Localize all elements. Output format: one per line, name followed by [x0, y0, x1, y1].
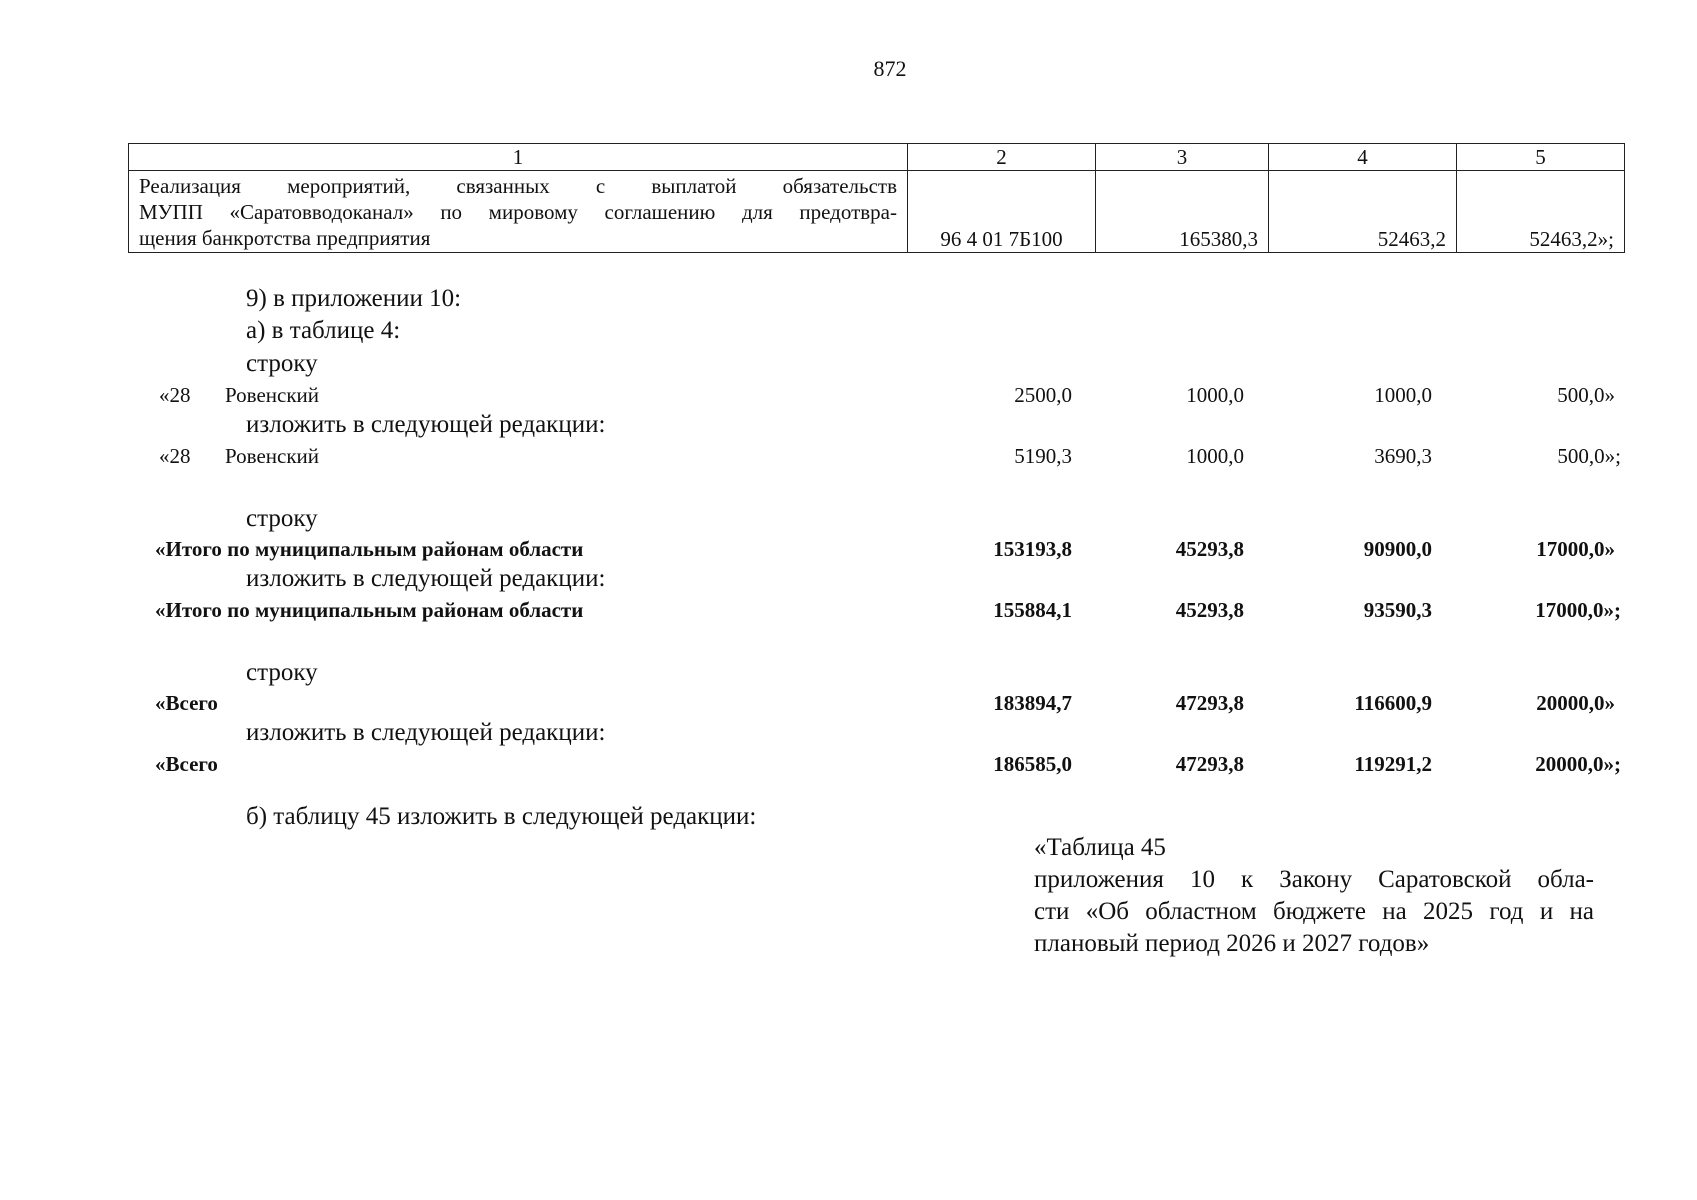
value-2: 1000,0	[1186, 444, 1244, 468]
row-vsego-old	[155, 689, 1615, 717]
table-caption	[1034, 832, 1594, 960]
value-4: 500,0»	[1557, 383, 1615, 407]
value-1: 5190,3	[1014, 444, 1072, 468]
value-1: 186585,0	[993, 752, 1072, 776]
item-b-text: б) таблицу 45 изложить в следующей редакции:	[246, 803, 757, 830]
izlozhit-label: изложить в следующей редакции:	[246, 565, 606, 592]
value-3: 116600,9	[1354, 691, 1432, 715]
izlozhit-label: изложить в следующей редакции:	[246, 719, 606, 746]
value-1: 183894,7	[993, 691, 1072, 715]
value-2: 1000,0	[1186, 383, 1244, 407]
value-1: 153193,8	[993, 537, 1072, 561]
header-col-1: 1	[129, 144, 908, 171]
value-4: 20000,0»	[1536, 691, 1615, 715]
row-label: «Итого по муниципальным районам области	[155, 537, 584, 561]
value-3: 1000,0	[1374, 383, 1432, 407]
row-label: «Итого по муниципальным районам области	[155, 598, 584, 622]
row-label: «Всего	[155, 691, 218, 715]
row-rovensky-old	[155, 381, 1615, 409]
row-number: «28	[159, 383, 191, 407]
value-4: 17000,0»	[1536, 537, 1615, 561]
caption-line: приложения 10 к Закону Саратовской обла-	[1034, 866, 1594, 893]
izlozhit-label: изложить в следующей редакции:	[246, 411, 606, 438]
row-description	[129, 171, 908, 253]
header-col-4: 4	[1269, 144, 1457, 171]
value-2: 47293,8	[1175, 691, 1244, 715]
caption-line: плановый период 2026 и 2027 годов»	[1034, 930, 1430, 957]
budget-table-excerpt	[128, 143, 1625, 253]
value-2: 47293,8	[1175, 752, 1244, 776]
row-name: Ровенский	[225, 444, 320, 468]
row-col3: 165380,3	[1096, 171, 1269, 253]
header-col-5: 5	[1457, 144, 1625, 171]
row-code: 96 4 01 7Б100	[908, 171, 1096, 253]
value-1: 155884,1	[993, 598, 1072, 622]
header-col-2: 2	[908, 144, 1096, 171]
row-name: Ровенский	[225, 383, 320, 407]
value-4: 17000,0»;	[1535, 598, 1621, 622]
value-3: 90900,0	[1363, 537, 1432, 561]
row-rovensky-new	[155, 442, 1621, 470]
value-2: 45293,8	[1175, 537, 1244, 561]
row-label: «Всего	[155, 752, 218, 776]
value-1: 2500,0	[1014, 383, 1072, 407]
row-col4: 52463,2	[1269, 171, 1457, 253]
description-line: МУПП «Саратовводоканал» по мировому соглашению для предотвра-	[139, 200, 897, 224]
item-a-text: а) в таблице 4:	[246, 317, 401, 344]
stroku-label: строку	[246, 505, 318, 532]
value-3: 93590,3	[1363, 598, 1432, 622]
value-4: 20000,0»;	[1535, 752, 1621, 776]
value-3: 119291,2	[1354, 752, 1432, 776]
row-itogo-old	[155, 535, 1615, 563]
table-row	[129, 171, 1625, 253]
item-9-text: 9) в приложении 10:	[246, 285, 462, 312]
page-number: 872	[873, 56, 907, 81]
value-3: 3690,3	[1374, 444, 1432, 468]
row-vsego-new	[155, 750, 1621, 778]
row-number: «28	[159, 444, 191, 468]
value-4: 500,0»;	[1557, 444, 1621, 468]
table-header-row	[129, 144, 1625, 171]
row-col5: 52463,2»;	[1457, 171, 1625, 253]
stroku-label: строку	[246, 659, 318, 686]
description-line: Реализация мероприятий, связанных с выплатой обязательств	[139, 174, 897, 198]
header-col-3: 3	[1096, 144, 1269, 171]
caption-line: сти «Об областном бюджете на 2025 год и на	[1034, 898, 1594, 925]
description-line: щения банкротства предприятия	[139, 226, 431, 250]
caption-line: «Таблица 45	[1034, 834, 1166, 861]
value-2: 45293,8	[1175, 598, 1244, 622]
row-itogo-new	[155, 596, 1621, 624]
stroku-label: строку	[246, 350, 318, 377]
